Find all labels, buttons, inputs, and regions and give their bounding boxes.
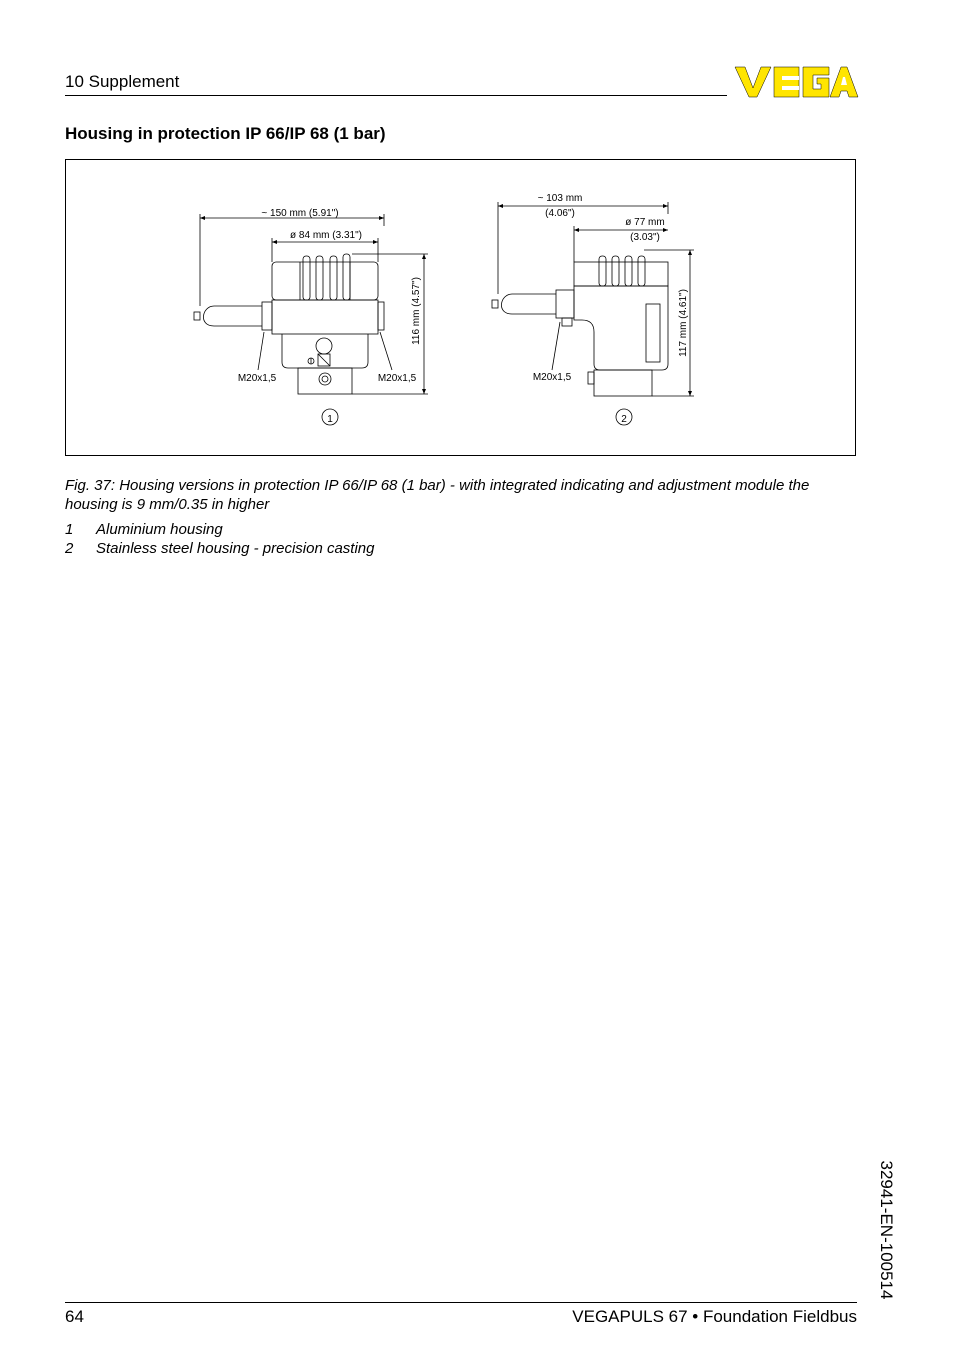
- page-number: 64: [65, 1307, 84, 1326]
- housing-drawing: [0, 0, 954, 480]
- h2-dim-diameter-2: (3.03"): [630, 232, 660, 243]
- h2-dim-width-1: ~ 103 mm: [537, 193, 583, 204]
- marker-1: 1: [327, 414, 333, 425]
- h1-dim-height: 116 mm (4.57"): [411, 277, 422, 345]
- legend-text: Stainless steel housing - precision casting: [96, 540, 375, 557]
- h2-dim-diameter-1: ø 77 mm: [625, 217, 665, 228]
- legend-number: 1: [65, 521, 74, 538]
- h1-dim-width: ~ 150 mm (5.91"): [261, 208, 339, 219]
- section-heading: Housing in protection IP 66/IP 68 (1 bar): [65, 124, 386, 143]
- housing-1-outline: [194, 214, 428, 394]
- footer-product-name: VEGAPULS 67 • Foundation Fieldbus: [572, 1307, 857, 1326]
- section-header: 10 Supplement: [65, 72, 180, 91]
- h1-thread-left: M20x1,5: [237, 373, 277, 384]
- footer-rule: [65, 1302, 857, 1303]
- legend-number: 2: [65, 540, 74, 557]
- side-document-number: 32941-EN-100514: [877, 1160, 896, 1300]
- h1-dim-diameter: ø 84 mm (3.31"): [290, 230, 362, 241]
- legend-item-2: [65, 540, 374, 557]
- h2-dim-width-2: (4.06"): [545, 208, 575, 219]
- figure-caption: Fig. 37: Housing versions in protection IP 66/IP 68 (1 bar) - with integrated indicating and adjustment module the housing is 9 mm/0.35 in higher: [65, 477, 810, 513]
- h1-thread-right: M20x1,5: [377, 373, 417, 384]
- h2-dim-height: 117 mm (4.61"): [678, 289, 689, 357]
- marker-2: 2: [621, 414, 627, 425]
- legend-item-1: [65, 521, 223, 538]
- h2-thread: M20x1,5: [532, 372, 572, 383]
- legend-text: Aluminium housing: [96, 521, 223, 538]
